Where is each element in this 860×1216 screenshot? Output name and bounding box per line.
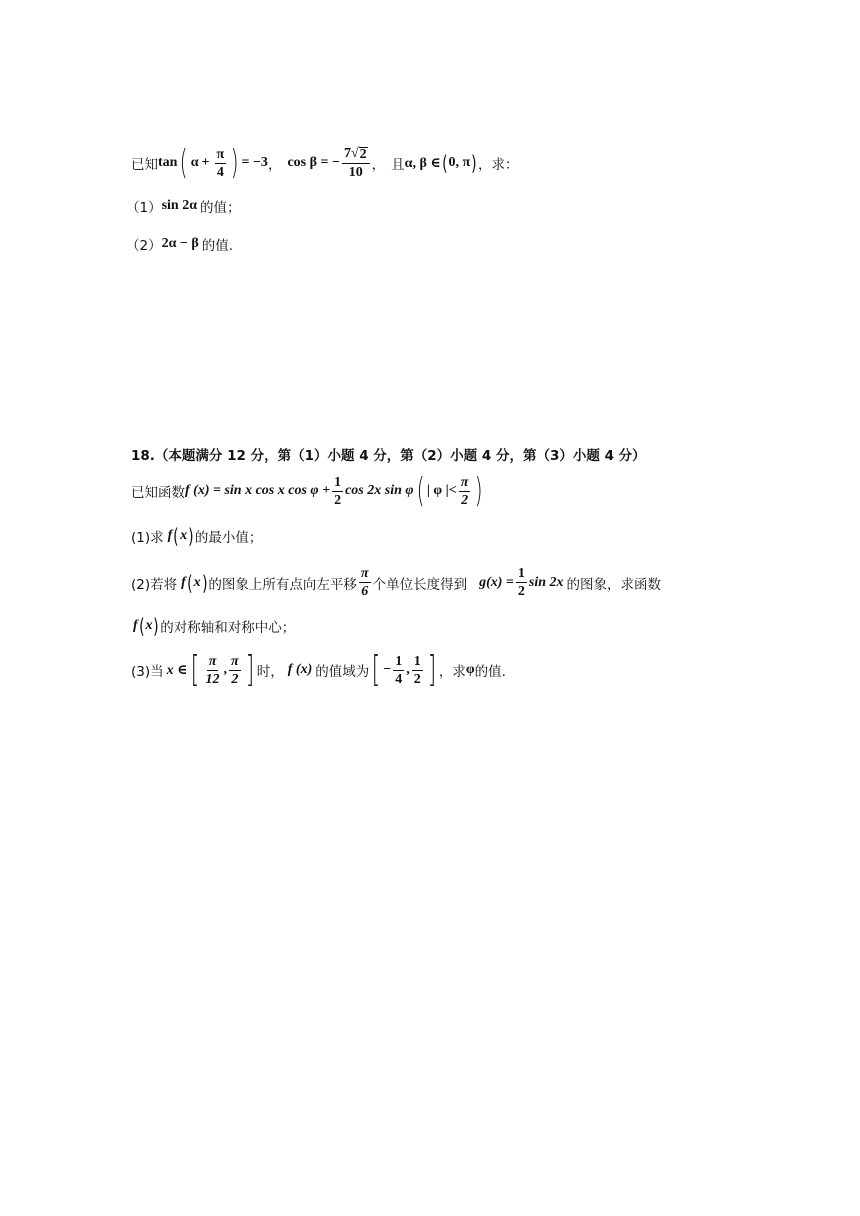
left-paren: ( (173, 524, 179, 548)
heading-text: 18.（本题满分 12 分，第（1）小题 4 分，第（2）小题 4 分，第（3）小题 4 分） (131, 448, 646, 464)
right-paren: ) (475, 471, 484, 511)
problem18-definition (131, 471, 486, 511)
q-text: ，求 (438, 664, 466, 680)
q-label: (2)若将 (131, 576, 178, 593)
frac-den: 12 (205, 671, 220, 687)
frac-den: 4 (395, 671, 403, 687)
f-func: f (167, 528, 173, 543)
q-text: 的值. (474, 664, 506, 680)
problem17-statement (131, 143, 519, 183)
x-var: x (145, 618, 153, 633)
plus: + (201, 155, 210, 170)
problem18-q2-continued (133, 616, 295, 636)
problem18-q2 (131, 566, 661, 599)
f-lhs: f (x) = sin x cos x cos φ + (185, 483, 331, 498)
x-in: x ∈ (166, 662, 188, 678)
q-text: 的值域为 (315, 664, 370, 680)
part-text: 的值. (201, 238, 234, 254)
q-text: 的图象上所有点向左平移 (208, 576, 357, 593)
part-expr: sin 2α (161, 198, 198, 213)
pi-over-2 (459, 475, 471, 508)
problem18-heading (131, 444, 646, 464)
frac-num: 1 (334, 474, 342, 490)
left-paren: ( (180, 143, 189, 183)
comma: ， (267, 157, 282, 173)
frac-den: 2 (413, 671, 421, 687)
one-half (516, 566, 527, 599)
f-rhs: cos 2x sin φ (345, 483, 414, 498)
f-func: f (181, 574, 186, 590)
right-paren: ) (230, 143, 239, 183)
cond-prefix: 且 (391, 157, 405, 173)
cond-lhs: | φ |< (426, 483, 457, 498)
part-text: 的值； (200, 200, 241, 216)
right-paren: ) (153, 614, 160, 638)
frac-den: 2 (334, 492, 342, 508)
frac-den: 10 (348, 165, 363, 180)
q-text: 个单位长度得到 (372, 576, 468, 593)
left-paren: ( (186, 570, 193, 595)
right-paren: ) (188, 524, 194, 548)
cond-expr: α, β ∈ (404, 155, 441, 171)
frac-den: 6 (361, 584, 369, 599)
comma: ， (371, 157, 386, 173)
one-quarter (393, 654, 404, 687)
right-bracket: ] (427, 649, 437, 690)
coef: 7 (343, 146, 351, 161)
q-text: 的图象，求函数 (566, 576, 662, 593)
tan-rhs: = −3 (241, 155, 268, 170)
phi: φ (465, 662, 475, 677)
left-paren: ( (138, 614, 145, 638)
problem17-part2 (126, 234, 233, 254)
frac-num: π (360, 566, 369, 581)
left-paren: ( (416, 471, 425, 511)
part-expr: 2α − β (161, 236, 199, 251)
q-text: 的对称轴和对称中心； (160, 620, 296, 636)
problem18-q3 (131, 649, 506, 690)
fx: f (x) (287, 662, 313, 677)
frac-num: π (231, 653, 239, 669)
intro-prefix: 已知函数 (131, 485, 185, 501)
comma: , (406, 662, 410, 677)
left-bracket: [ (190, 649, 199, 690)
frac-den: 2 (461, 492, 469, 508)
sqrt: √ 2 (350, 146, 367, 162)
pi-over-12 (204, 654, 222, 687)
problem17-part1 (126, 196, 241, 216)
intro-prefix: 已知 (131, 157, 158, 173)
frac-num: π (216, 146, 225, 162)
pi-over-6 (359, 566, 371, 599)
problem18-q1 (131, 526, 262, 546)
frac-num (342, 146, 370, 164)
one-half (332, 475, 343, 508)
frac-num: 1 (517, 566, 525, 581)
x-var: x (180, 528, 188, 543)
left-paren: ( (441, 151, 448, 175)
comma: , (223, 662, 228, 677)
x-var: x (193, 574, 201, 590)
part-label: （1） (126, 200, 162, 216)
left-bracket: [ (372, 649, 381, 690)
q-label: (3)当 (131, 664, 164, 680)
pi-over-4 (215, 147, 227, 180)
cond-interval: 0, π (448, 155, 471, 170)
seven-root-two-over-ten (342, 146, 370, 180)
frac-num: π (460, 474, 469, 490)
pi-over-2 (229, 654, 241, 687)
g-lhs: g(x) = (479, 574, 514, 590)
g-rhs: sin 2x (528, 574, 564, 590)
right-paren: ) (201, 570, 208, 595)
alpha: α (190, 155, 199, 170)
frac-num: 1 (413, 653, 421, 669)
part-label: （2） (126, 238, 162, 254)
tan-func: tan (158, 155, 178, 170)
cond-suffix: ，求： (477, 157, 519, 173)
q-text: 时， (256, 664, 284, 680)
radicand: 2 (359, 147, 367, 162)
q-label: (1)求 (131, 530, 164, 546)
one-half (412, 654, 423, 687)
cos-lhs: cos β = − (287, 155, 340, 170)
q-text: 的最小值； (194, 530, 263, 546)
frac-num: π (208, 653, 217, 669)
frac-num: 1 (395, 653, 403, 669)
frac-den: 2 (517, 584, 525, 599)
right-paren: ) (471, 151, 477, 175)
minus: − (383, 662, 392, 677)
frac-den: 4 (216, 164, 224, 180)
frac-den: 2 (231, 671, 239, 687)
right-bracket: ] (245, 649, 254, 690)
f-func: f (133, 618, 138, 633)
